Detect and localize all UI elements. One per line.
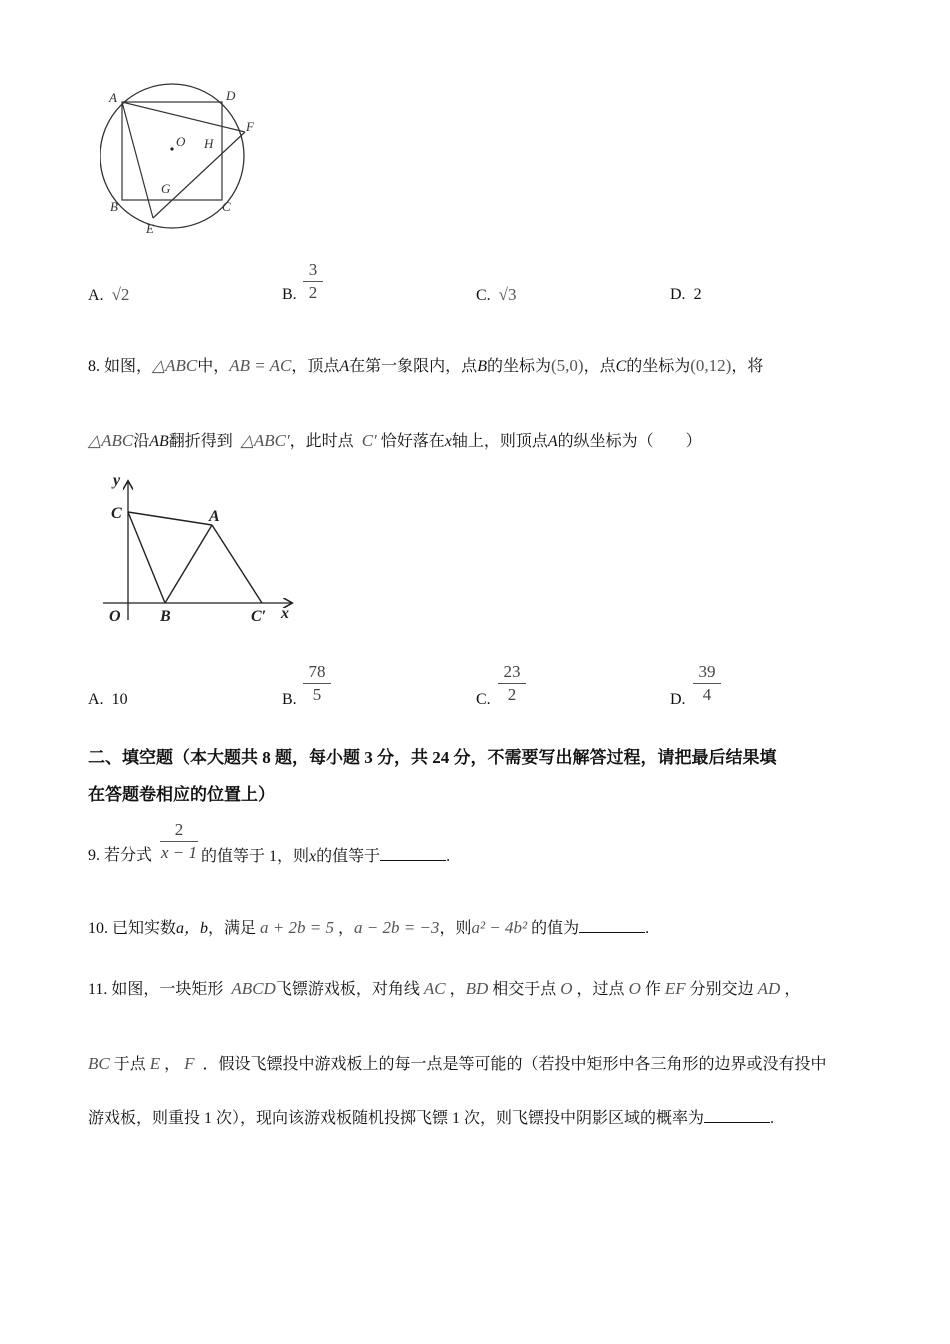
coord-b: (5,0) (550, 356, 584, 375)
q11-text: 飞镖游戏板，对角线 (275, 981, 420, 998)
label-g: G (161, 181, 171, 196)
label-f: F (246, 119, 254, 134)
q10-end: . (645, 920, 650, 937)
q8-option-a (88, 690, 128, 710)
q7-option-d (670, 285, 702, 305)
option-d-value: 2 (693, 286, 702, 303)
q11-text: ，过点 (576, 981, 625, 998)
fraction-numerator: 3 (308, 260, 318, 279)
label-a: A (109, 90, 117, 105)
fraction-numerator: 2 (174, 820, 184, 839)
q8-text: 沿 (133, 433, 150, 450)
option-a-value: √2 (111, 285, 130, 304)
q11-text: 相交于点 (492, 981, 557, 998)
q8-text: 8. 如图， (88, 358, 153, 375)
equation-ab-ac: AB = AC (229, 356, 292, 375)
expression: a² − 4b² (471, 918, 528, 937)
var-ef: EF (664, 979, 686, 998)
q10-text: ，则 (439, 920, 472, 937)
option-c-value: √3 (498, 285, 517, 304)
var-x: x (444, 433, 452, 450)
q8-line1 (88, 356, 763, 377)
q9-rest (201, 846, 450, 867)
circle-square-figure (100, 80, 270, 240)
segment-ae (122, 102, 153, 218)
q9-text: 的值等于 1，则 (201, 848, 310, 865)
option-a-value: 10 (111, 691, 128, 708)
var-a: A (339, 358, 350, 375)
q7-option-b-label: B. (282, 286, 297, 303)
label-e: E (146, 221, 154, 236)
answer-blank[interactable] (579, 918, 645, 933)
q11-text: ．假设飞镖投中游戏板上的每一点是等可能的（若投中矩形中各三角形的边界或没有投中 (202, 1056, 827, 1073)
q9-fraction (160, 820, 198, 863)
label-c-prime: C′ (251, 608, 267, 625)
q8-text: 的坐标为 (486, 358, 551, 375)
var-abcd: ABCD (231, 979, 276, 998)
q7-option-a (88, 285, 129, 306)
var-bd: BD (465, 979, 489, 998)
q8-text: 的坐标为 (626, 358, 691, 375)
q8-option-c-label: C. (476, 691, 491, 708)
equation-2: a − 2b = −3 (354, 918, 440, 937)
q7-option-c (476, 285, 517, 306)
label-o: O (109, 608, 121, 625)
q9-text: 的值等于 (316, 848, 381, 865)
var-ab: AB (149, 433, 169, 450)
var-c: C (615, 358, 627, 375)
q10-line (88, 918, 649, 939)
label-a: A (209, 508, 220, 525)
q10-text: 10. 已知实数 (88, 920, 177, 937)
option-c-label: C. (476, 287, 491, 304)
q10-text: ， (338, 920, 355, 937)
q11-end: . (770, 1110, 775, 1127)
q11-text: 于点 (113, 1056, 146, 1073)
label-d: D (226, 88, 236, 103)
triangle-abc: △ABC (88, 431, 134, 450)
segment-af (122, 102, 245, 132)
option-d-label: D. (670, 286, 686, 303)
q8-text: 翻折得到 (168, 433, 233, 450)
q8-text: ，顶点 (291, 358, 340, 375)
q11-text: 作 (644, 981, 661, 998)
q8-text: 在第一象限内，点 (349, 358, 478, 375)
equation-1: a + 2b = 5 (260, 918, 334, 937)
q10-text: ，满足 (208, 920, 257, 937)
q11-line2 (88, 1054, 827, 1075)
q8-text: ，将 (731, 358, 764, 375)
label-y: y (113, 472, 121, 489)
inner-square (122, 102, 222, 200)
triangle-abc-prime: △ABC′ (240, 431, 290, 450)
option-a-label: A. (88, 691, 104, 708)
q8-text: 轴上，则顶点 (451, 433, 548, 450)
var-o: O (560, 979, 573, 998)
segment-ef (153, 132, 245, 218)
q11-text: 11. 如图，一块矩形 (88, 981, 224, 998)
q11-text: 分别交边 (689, 981, 754, 998)
var-b: B (477, 358, 487, 375)
q8-text: ，此时点 (289, 433, 354, 450)
segment-ba (165, 525, 212, 603)
var-bc: BC (88, 1054, 110, 1073)
q10-text: 的值为 (531, 920, 580, 937)
q8-option-d-fraction (693, 662, 721, 705)
segment-ac-prime (212, 525, 262, 603)
q8-text: 的纵坐标为（ ） (557, 433, 702, 450)
q8-option-b-fraction (303, 662, 331, 705)
label-c: C (222, 199, 231, 214)
q11-text: ， (164, 1056, 181, 1073)
q8-line2 (88, 431, 702, 452)
q8-option-b-label: B. (282, 691, 297, 708)
label-x: x (281, 605, 289, 622)
option-a-label: A. (88, 287, 104, 304)
section-heading-line1: 二、填空题（本大题共 8 题，每小题 3 分，共 24 分，不需要写出解答过程，请把最后结果填 (88, 748, 777, 767)
fraction-denominator: 2 (308, 283, 318, 302)
var-x: x (309, 848, 317, 865)
q11-line1 (88, 979, 800, 1000)
q11-line3 (88, 1108, 774, 1129)
fraction-numerator: 23 (503, 662, 521, 681)
triangle-abc: △ABC (152, 356, 198, 375)
coordinate-figure (95, 470, 310, 630)
vars-a-b: a，b (176, 920, 209, 937)
fraction-denominator: x − 1 (160, 843, 198, 862)
q11-text: 游戏板，则重投 1 次），现向该游戏板随机投掷飞镖 1 次，则飞镖投中阴影区域的概率为 (88, 1110, 705, 1127)
center-dot (170, 147, 173, 150)
var-a: A (547, 433, 558, 450)
fraction-denominator: 4 (702, 685, 712, 704)
q11-text: ， (449, 981, 466, 998)
var-c-prime: C′ (361, 431, 377, 450)
q11-text: ， (784, 981, 801, 998)
fraction-numerator: 78 (308, 662, 326, 681)
q8-text: 恰好落在 (380, 433, 445, 450)
answer-blank[interactable] (704, 1108, 770, 1123)
fraction-denominator: 2 (507, 685, 517, 704)
section-heading-line2: 在答题卷相应的位置上） (88, 785, 275, 804)
q8-option-d-label: D. (670, 691, 686, 708)
var-ac: AC (423, 979, 446, 998)
var-e: E (149, 1054, 161, 1073)
var-o: O (628, 979, 641, 998)
q8-text: ，点 (583, 358, 616, 375)
fraction-denominator: 5 (312, 685, 322, 704)
label-o: O (176, 134, 186, 149)
label-b: B (160, 608, 171, 625)
q9-end: . (446, 848, 451, 865)
q8-option-c-fraction (498, 662, 526, 705)
label-b: B (110, 199, 118, 214)
q9-prefix: 9. 若分式 (88, 847, 153, 864)
var-f: F (184, 1054, 195, 1073)
segment-ca (128, 512, 212, 525)
segment-cb (128, 512, 165, 603)
coord-c: (0,12) (690, 356, 732, 375)
answer-blank[interactable] (380, 846, 446, 861)
var-ad: AD (757, 979, 781, 998)
fraction-numerator: 39 (698, 662, 716, 681)
label-h: H (204, 136, 214, 151)
label-c: C (111, 505, 122, 522)
q8-text: 中， (197, 358, 230, 375)
q7-option-b-fraction (303, 260, 323, 303)
